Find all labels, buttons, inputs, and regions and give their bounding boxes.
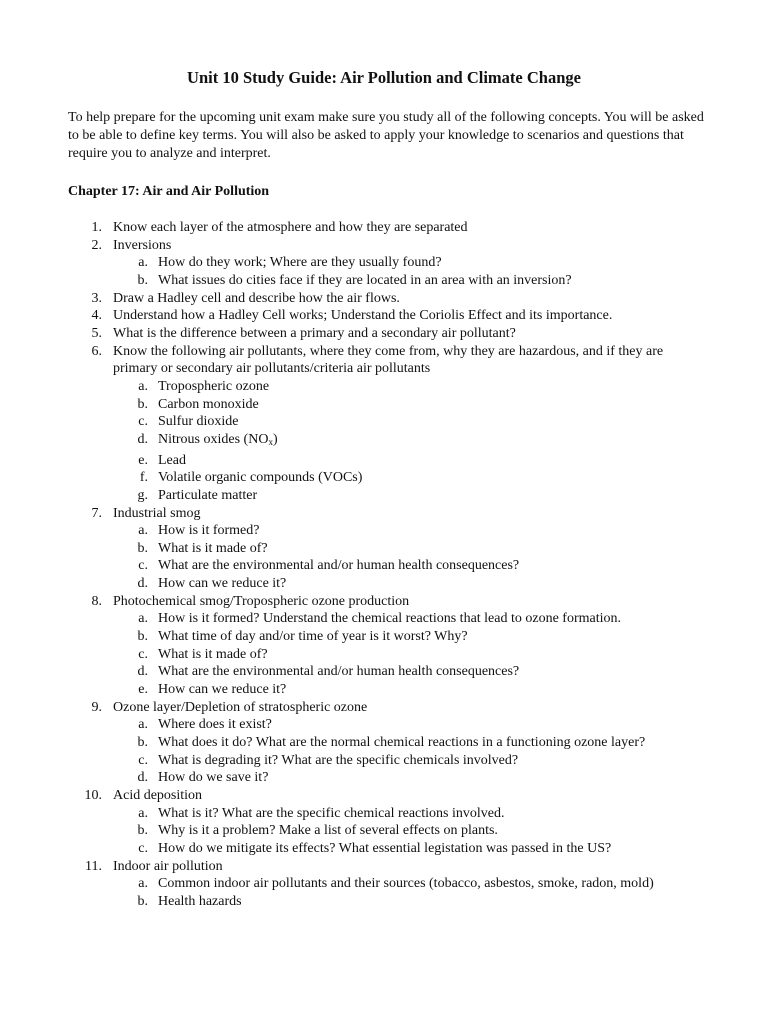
list-item-text: Ozone layer/Depletion of stratospheric ozone <box>113 699 368 715</box>
sub-list-item <box>0 254 768 272</box>
sub-item-letter: c. <box>138 840 148 856</box>
sub-item-main-text: What is it made of? <box>158 646 268 662</box>
list-item-number: 6. <box>91 343 102 359</box>
sub-list-item <box>0 575 768 593</box>
list-item-text: Understand how a Hadley Cell works; Understand the Coriolis Effect and its importance. <box>113 308 613 324</box>
sub-item-text <box>158 452 718 470</box>
list-item-number: 10. <box>84 788 102 803</box>
sub-item-letter: e. <box>138 682 148 698</box>
list-item-number: 8. <box>91 593 102 609</box>
sub-item-text <box>158 734 718 752</box>
subscript: x <box>268 436 273 447</box>
sub-list-item <box>0 540 768 558</box>
sub-list-item <box>0 734 768 752</box>
sub-item-text <box>158 840 718 858</box>
sub-item-text <box>158 875 718 893</box>
sub-item-main-text: Volatile organic compounds (VOCs) <box>158 470 363 486</box>
sub-list-item <box>0 893 768 911</box>
sub-list-item <box>0 681 768 699</box>
sub-item-main-text: Carbon monoxide <box>158 396 259 412</box>
sub-item-text <box>158 681 718 699</box>
sub-item-main-text: What is it made of? <box>158 540 268 556</box>
sub-item-main-text: How do they work; Where are they usually found? <box>158 255 442 271</box>
sub-list-item <box>0 840 768 858</box>
sub-item-letter: a. <box>138 805 148 821</box>
sub-item-letter: b. <box>137 540 148 556</box>
sub-list-item <box>0 822 768 840</box>
list-item <box>0 343 768 378</box>
sub-item-main-text: Why is it a problem? Make a list of several effects on plants. <box>158 823 498 839</box>
sub-item-text <box>158 628 718 646</box>
sub-item-text <box>158 254 718 272</box>
list-item <box>0 699 768 717</box>
sub-item-text <box>158 413 718 431</box>
sub-item-letter: e. <box>138 452 148 468</box>
document-title: Unit 10 Study Guide: Air Pollution and Climate Change <box>187 68 581 87</box>
list-item-text: Draw a Hadley cell and describe how the air flows. <box>113 290 400 306</box>
list-item <box>0 219 768 237</box>
list-item <box>0 237 768 255</box>
list-item-number: 2. <box>91 237 102 253</box>
sub-item-letter: g. <box>137 487 148 503</box>
list-item <box>0 307 768 325</box>
sub-item-main-text: What time of day and/or time of year is it worst? Why? <box>158 629 468 645</box>
sub-item-text <box>158 522 718 540</box>
sub-item-main-text: How do we mitigate its effects? What essential legistation was passed in the US? <box>158 840 612 856</box>
sub-item-letter: a. <box>138 523 148 539</box>
sub-item-letter: d. <box>137 576 148 592</box>
sub-item-main-text: Tropospheric ozone <box>158 378 270 394</box>
chapter-heading: Chapter 17: Air and Air Pollution <box>68 184 270 199</box>
list-item-number: 3. <box>91 290 102 306</box>
sub-item-text <box>158 557 718 575</box>
sub-item-text <box>158 469 718 487</box>
list-item-number: 1. <box>91 220 102 235</box>
list-item-text: Indoor air pollution <box>113 858 223 874</box>
list-item-text: Know the following air pollutants, where they come from, why they are hazardous, and if they are primary or secondary air pollutants/criteria air pollutants <box>113 343 664 377</box>
list-item-text: Know each layer of the atmosphere and how they are separated <box>113 220 468 235</box>
sub-item-main-text: How is it formed? Understand the chemical reactions that lead to ozone formation. <box>158 611 622 627</box>
sub-item-main-text: Common indoor air pollutants and their sources (tobacco, asbestos, smoke, radon, mold) <box>158 876 654 892</box>
sub-item-letter: a. <box>138 378 148 394</box>
sub-list-item <box>0 487 768 505</box>
list-item <box>0 858 768 876</box>
sub-item-main-text: Nitrous oxides (NO <box>158 431 269 447</box>
list-item-text: Acid deposition <box>113 788 203 803</box>
sub-item-letter: c. <box>138 646 148 662</box>
sub-item-main-text: How is it formed? <box>158 523 260 539</box>
sub-item-letter: f. <box>139 470 148 486</box>
sub-list-item <box>0 378 768 396</box>
sub-list-item <box>0 413 768 431</box>
sub-item-letter: b. <box>137 272 148 288</box>
sub-item-main-text: How can we reduce it? <box>158 682 287 698</box>
sub-item-text <box>158 805 718 823</box>
list-item-text: Industrial smog <box>113 505 201 521</box>
list-item <box>0 325 768 343</box>
sub-list-item <box>0 628 768 646</box>
sub-list-item <box>0 522 768 540</box>
sub-list-item <box>0 646 768 664</box>
sub-item-letter: c. <box>138 558 148 574</box>
list-item-number: 9. <box>91 699 102 715</box>
sub-item-text <box>158 663 718 681</box>
study-list <box>0 219 768 911</box>
sub-item-letter: a. <box>138 876 148 892</box>
sub-item-letter: b. <box>137 735 148 751</box>
sub-item-text <box>158 893 718 911</box>
sub-list-item <box>0 431 768 452</box>
sub-list-item <box>0 769 768 787</box>
sub-item-text <box>158 378 718 396</box>
sub-item-letter: a. <box>138 611 148 627</box>
sub-item-suffix: ) <box>272 431 278 447</box>
sub-item-letter: a. <box>138 717 148 733</box>
sub-item-main-text: What is degrading it? What are the specific chemicals involved? <box>158 752 519 768</box>
sub-item-main-text: What are the environmental and/or human health consequences? <box>158 558 520 574</box>
intro-paragraph: To help prepare for the upcoming unit exam make sure you study all of the following concepts. You will be asked to be able to define key terms. You will also be asked to apply your knowledge to scenarios and questions that require you to analyze and interpret. <box>68 110 704 161</box>
sub-item-letter: b. <box>137 893 148 909</box>
sub-list-item <box>0 716 768 734</box>
sub-item-main-text: Particulate matter <box>158 487 258 503</box>
sub-item-text <box>158 540 718 558</box>
sub-item-letter: c. <box>138 414 148 430</box>
sub-item-text <box>158 716 718 734</box>
sub-item-main-text: What are the environmental and/or human health consequences? <box>158 664 520 680</box>
list-item <box>0 505 768 523</box>
sub-list-item <box>0 663 768 681</box>
sub-list-item <box>0 875 768 893</box>
sub-item-letter: b. <box>137 629 148 645</box>
sub-item-main-text: What issues do cities face if they are located in an area with an inversion? <box>158 272 572 288</box>
sub-item-text <box>158 487 718 505</box>
sub-list-item <box>0 469 768 487</box>
sub-item-letter: c. <box>138 752 148 768</box>
sub-item-letter: a. <box>138 255 148 271</box>
sub-item-text <box>158 396 718 414</box>
list-item <box>0 290 768 308</box>
sub-item-main-text: Sulfur dioxide <box>158 414 239 430</box>
list-item-text: What is the difference between a primary and a secondary air pollutant? <box>113 325 516 341</box>
sub-item-text <box>158 769 718 787</box>
sub-item-main-text: How can we reduce it? <box>158 576 287 592</box>
sub-list-item <box>0 396 768 414</box>
list-item-text: Inversions <box>113 237 172 253</box>
sub-list-item <box>0 272 768 290</box>
sub-item-letter: b. <box>137 823 148 839</box>
sub-item-text <box>158 575 718 593</box>
sub-item-letter: b. <box>137 396 148 412</box>
sub-item-main-text: Lead <box>158 452 186 468</box>
sub-item-letter: d. <box>137 770 148 786</box>
list-item-number: 4. <box>91 308 102 324</box>
list-item-number: 5. <box>91 325 102 341</box>
sub-item-text <box>158 610 718 628</box>
list-item-number: 11. <box>85 858 102 874</box>
list-item <box>0 787 768 805</box>
sub-item-letter: d. <box>137 431 148 447</box>
sub-list-item <box>0 752 768 770</box>
sub-list-item <box>0 805 768 823</box>
list-item-number: 7. <box>91 505 102 521</box>
sub-item-text <box>158 272 718 290</box>
sub-item-main-text: Health hazards <box>158 893 242 909</box>
list-item <box>0 593 768 611</box>
sub-item-main-text: What does it do? What are the normal chemical reactions in a functioning ozone layer? <box>158 735 646 751</box>
sub-item-text <box>158 752 718 770</box>
sub-list-item <box>0 452 768 470</box>
sub-item-main-text: What is it? What are the specific chemical reactions involved. <box>158 805 505 821</box>
sub-list-item <box>0 557 768 575</box>
list-item-text: Photochemical smog/Tropospheric ozone production <box>113 593 410 609</box>
sub-list-item <box>0 610 768 628</box>
sub-item-main-text: How do we save it? <box>158 770 269 786</box>
sub-item-letter: d. <box>137 664 148 680</box>
sub-item-text <box>158 822 718 840</box>
sub-item-text <box>158 646 718 664</box>
sub-item-text <box>158 431 718 452</box>
sub-item-main-text: Where does it exist? <box>158 717 272 733</box>
